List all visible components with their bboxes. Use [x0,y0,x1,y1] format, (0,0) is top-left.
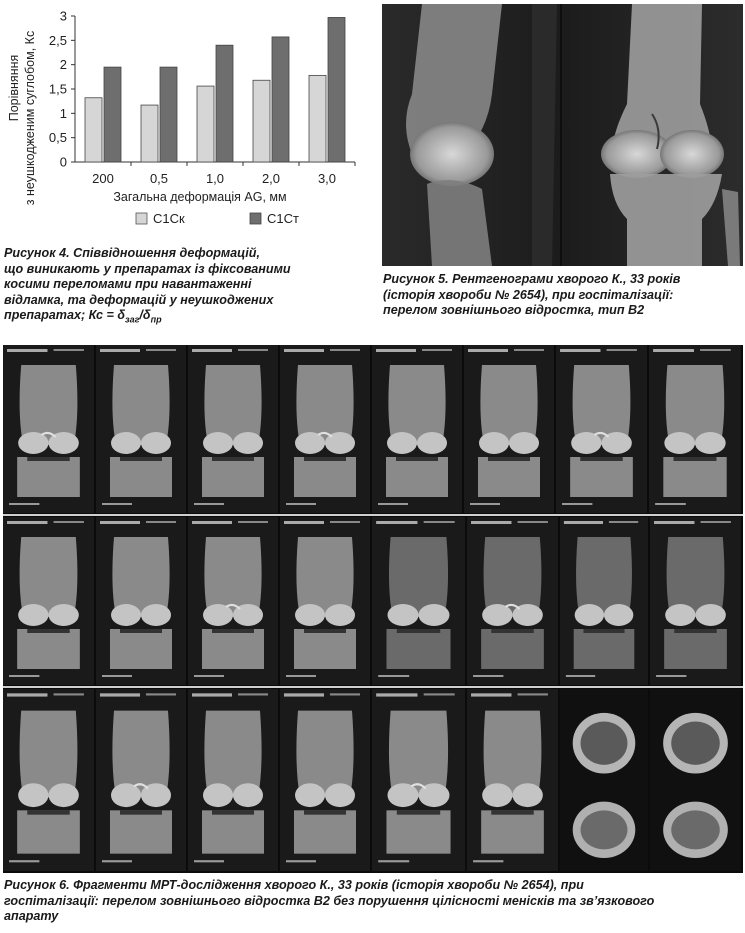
legend-swatch-c1st [250,213,261,224]
mri-slice [3,345,94,513]
mri-slice-image [560,689,648,871]
mri-slice [188,517,278,685]
mri-slice [372,517,465,685]
bar-c1st [328,17,345,162]
mri-slice-image [3,517,94,685]
mri-slice-image [96,345,186,513]
mri-slice [372,345,462,513]
mri-slice-image [649,345,741,513]
caption-text: препаратах; Кс = [4,308,118,322]
mri-slice [3,689,94,871]
y-axis-title-line2: з неушкодженим суглобом, Кс [23,30,37,206]
legend-swatch-c1sk [136,213,147,224]
mri-slice [280,345,370,513]
mri-slice [650,689,741,871]
mri-slice-image [3,689,94,871]
mri-slice [467,689,558,871]
chart-plot-area [49,9,355,187]
mri-slice-image [188,689,278,871]
mri-slice [3,517,94,685]
mri-slice-image [560,517,648,685]
mri-slice [464,345,554,513]
delta-symbol: δ [142,308,151,322]
figure-4-caption [4,246,366,328]
y-tick-label: 2 [59,57,67,73]
x-tick-label: 1,0 [205,171,225,186]
mri-slice [188,345,278,513]
mri-slice-image [280,345,370,513]
mri-slice [650,517,741,685]
mri-slice-image [556,345,647,513]
x-tick-label: 3,0 [317,171,337,186]
mri-mosaic [3,345,743,873]
y-tick-label: 1,5 [48,81,67,97]
caption-line: косими переломами при навантаженні [4,277,252,291]
mri-slice-image [96,517,186,685]
y-tick-label: 3 [59,8,67,24]
caption-line: (історія хвороби № 2654), при госпіталізації: [383,287,674,302]
mri-slice-image [280,689,370,871]
x-tick-label: 200 [92,171,114,186]
caption-line: Рисунок 6. Фрагменти МРТ-дослідження хворого К., 33 років (історія хвороби № 2654), при [4,878,584,892]
bar-c1sk [141,105,158,162]
mri-slice-image [650,689,741,871]
mri-row-divider [3,514,743,516]
mri-slice [560,517,648,685]
mri-slice [649,345,741,513]
mri-row-divider [3,686,743,688]
caption-line: Рисунок 4. Співвідношення деформацій, [4,246,260,260]
mri-slice [280,517,370,685]
mri-slice [96,517,186,685]
bar-c1sk [253,80,270,162]
delta-symbol: δ [117,308,125,322]
formula-kc [117,308,162,325]
chart-legend [136,211,299,226]
y-tick-label: 1 [59,105,67,121]
mri-slice-image [464,345,554,513]
mri-slice [188,689,278,871]
bar-c1sk [309,75,326,162]
y-tick-label: 0 [59,154,67,170]
mri-slice-image [188,517,278,685]
y-tick-label: 2,5 [48,32,67,48]
mri-slice [96,689,186,871]
caption-line-formula [4,308,366,328]
figure-6-caption [4,878,742,925]
mri-slice-image [280,517,370,685]
figure-5-caption [383,272,743,319]
radiograph-image [382,4,743,266]
mri-slice-image [188,345,278,513]
mri-slice-image [3,345,94,513]
mri-slice [96,345,186,513]
mri-slice [372,689,465,871]
caption-line: Рисунок 5. Рентгенограми хворого К., 33 років [383,272,681,286]
mri-slice [556,345,647,513]
mri-slice-image [467,517,558,685]
bar-c1st [272,37,289,162]
mri-slice-image [372,517,465,685]
legend-label-c1sk: С1Ск [153,211,185,226]
caption-line: госпіталізації: перелом зовнішнього відростка В2 без порушення цілісності менісків та зв’язкового [4,893,655,908]
mri-slice-image [372,689,465,871]
x-tick-label: 2,0 [261,171,281,186]
x-tick-label: 0,5 [149,171,169,186]
slash-symbol: / [139,308,143,322]
bar-c1st [104,67,121,162]
deformation-bar-chart [0,0,372,240]
mri-slice-image [467,689,558,871]
bar-c1st [160,67,177,162]
y-tick-label: 0,5 [48,130,67,146]
bar-c1sk [197,86,214,162]
mri-slice-image [96,689,186,871]
caption-line: апарату [4,909,59,923]
legend-label-c1st: С1Ст [267,211,299,226]
y-axis-title-line1: Порівняння [7,54,21,122]
mri-slice-image [372,345,462,513]
mri-slice [280,689,370,871]
bar-c1sk [85,98,102,162]
mri-slice [560,689,648,871]
caption-line: що виникають у препаратах із фіксованими [4,261,291,276]
mri-slice-image [650,517,741,685]
bar-c1st [216,45,233,162]
knee-radiograph [382,4,743,266]
subscript-pr: пр [150,314,162,325]
caption-line: перелом зовнішнього відростка, тип В2 [383,303,645,317]
mri-slice [467,517,558,685]
x-axis-title: Загальна деформація AG, мм [113,190,287,204]
caption-line: відламка, та деформацій у неушкоджених [4,292,274,307]
subscript-zag: заг [125,314,140,325]
